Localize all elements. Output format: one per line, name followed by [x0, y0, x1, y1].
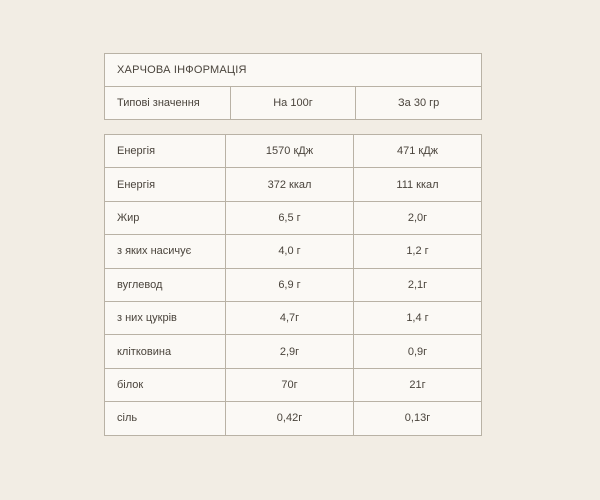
row-value-per-30g: 2,1г [354, 268, 482, 301]
header-typical-values: Типові значення [105, 87, 231, 120]
row-value-per-30g: 21г [354, 368, 482, 401]
table-row [105, 402, 482, 435]
row-value-per-30g: 2,0г [354, 201, 482, 234]
nutrition-panel [104, 53, 482, 436]
row-label: Жир [105, 201, 226, 234]
header-per-30g: За 30 гр [356, 87, 482, 120]
table-row [105, 201, 482, 234]
row-label: клітковина [105, 335, 226, 368]
table-row [105, 335, 482, 368]
row-value-per-30g: 0,13г [354, 402, 482, 435]
nutrition-title: ХАРЧОВА ІНФОРМАЦІЯ [105, 54, 482, 87]
table-gap [104, 120, 482, 134]
row-value-per-30g: 471 кДж [354, 135, 482, 168]
table-row [105, 135, 482, 168]
row-label: Енергія [105, 135, 226, 168]
row-label: з яких насичує [105, 235, 226, 268]
row-label: сіль [105, 402, 226, 435]
row-value-per-30g: 111 ккал [354, 168, 482, 201]
row-value-per-100g: 6,9 г [226, 268, 354, 301]
row-value-per-30g: 1,2 г [354, 235, 482, 268]
row-value-per-100g: 2,9г [226, 335, 354, 368]
table-row [105, 301, 482, 334]
row-value-per-30g: 1,4 г [354, 301, 482, 334]
table-row [105, 268, 482, 301]
row-value-per-30g: 0,9г [354, 335, 482, 368]
row-label: Енергія [105, 168, 226, 201]
row-label: білок [105, 368, 226, 401]
table-title-row [105, 54, 482, 87]
table-row [105, 235, 482, 268]
row-label: вуглевод [105, 268, 226, 301]
row-value-per-100g: 4,7г [226, 301, 354, 334]
row-value-per-100g: 4,0 г [226, 235, 354, 268]
row-value-per-100g: 0,42г [226, 402, 354, 435]
row-value-per-100g: 1570 кДж [226, 135, 354, 168]
row-label: з них цукрів [105, 301, 226, 334]
row-value-per-100g: 70г [226, 368, 354, 401]
table-row [105, 368, 482, 401]
nutrition-header-table [104, 53, 482, 120]
table-header-row [105, 87, 482, 120]
row-value-per-100g: 6,5 г [226, 201, 354, 234]
header-per-100g: На 100г [230, 87, 356, 120]
table-row [105, 168, 482, 201]
nutrition-values-table [104, 134, 482, 436]
row-value-per-100g: 372 ккал [226, 168, 354, 201]
